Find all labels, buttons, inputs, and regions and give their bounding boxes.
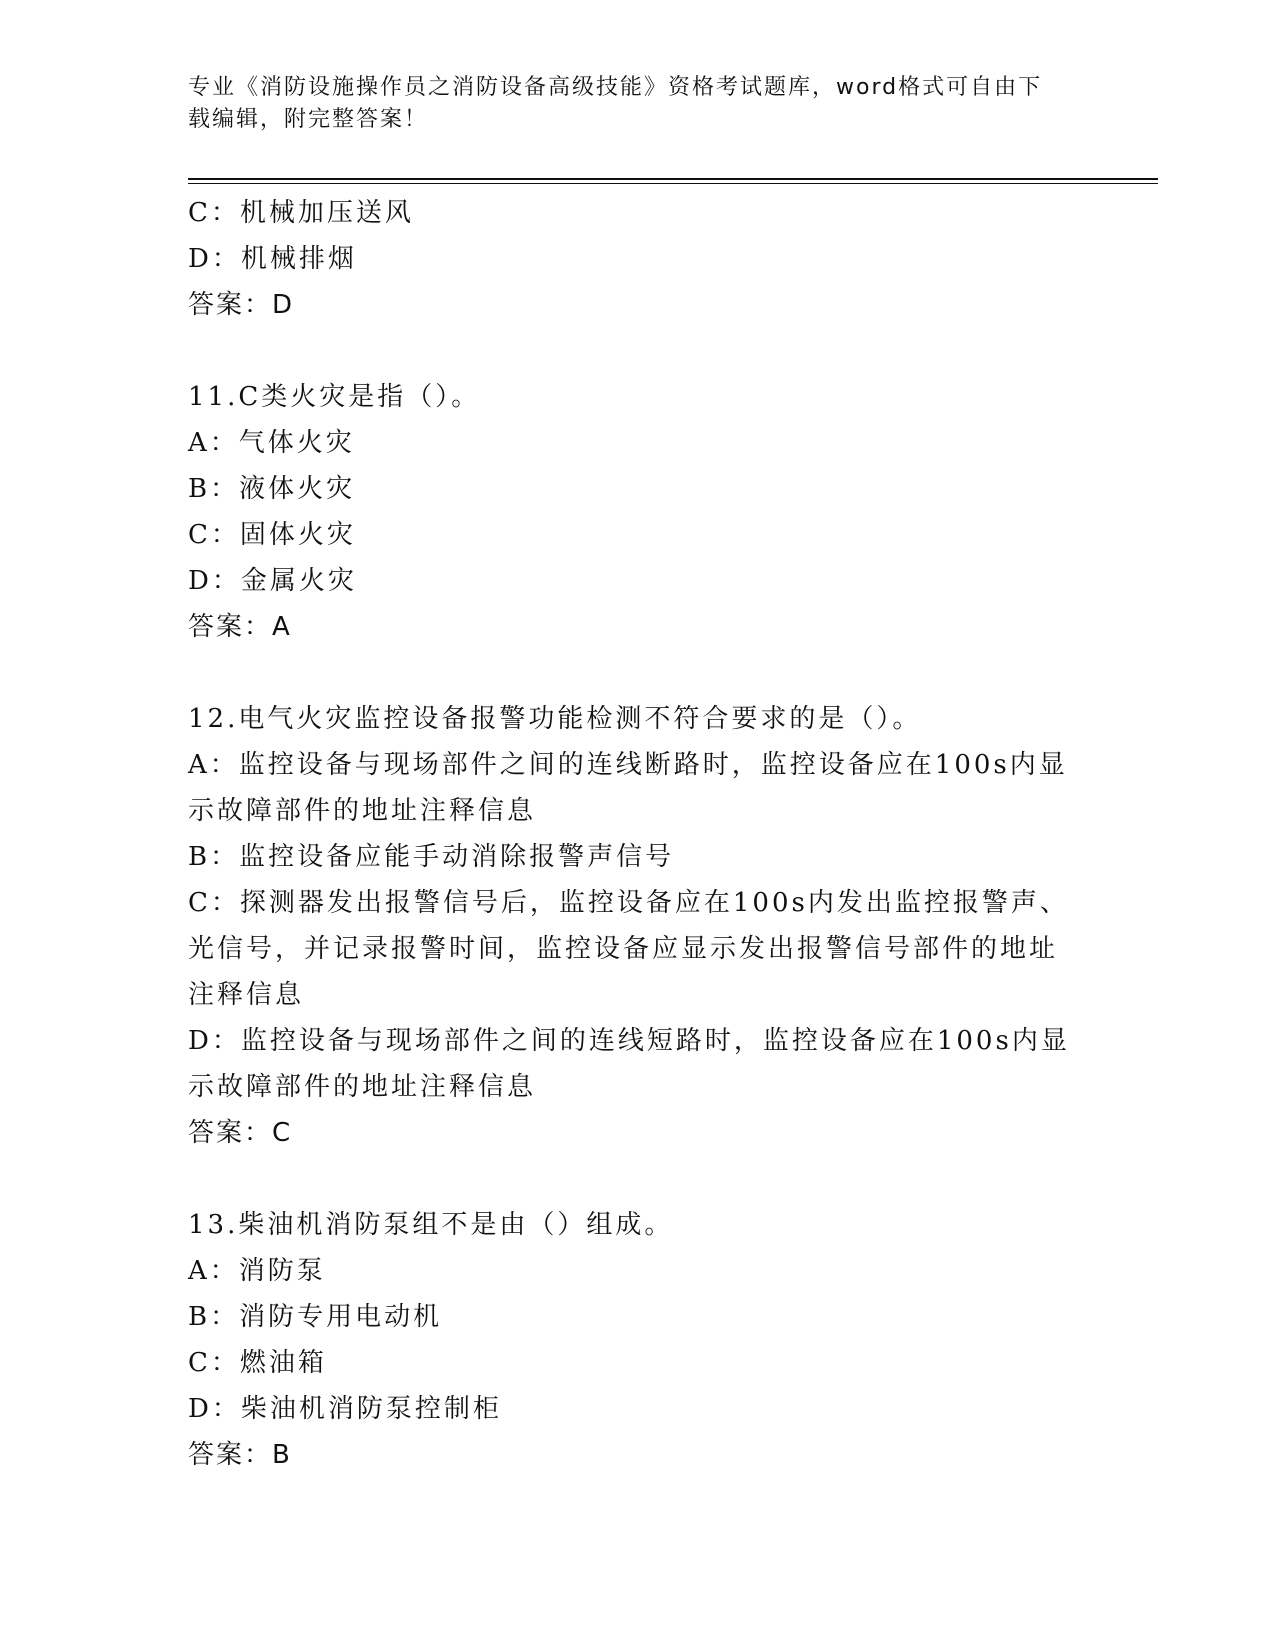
prev-answer: 答案：D — [188, 290, 295, 320]
q12-option-a-line-1: A：监控设备与现场部件之间的连线断路时，监控设备应在100s内显 — [188, 750, 1068, 780]
q11-option-d: D：金属火灾 — [188, 566, 357, 596]
header-rule-thick — [188, 178, 1158, 180]
q11-answer: 答案：A — [188, 612, 292, 642]
q11-option-c: C：固体火灾 — [188, 520, 356, 550]
q13-option-a: A：消防泵 — [188, 1256, 326, 1286]
header-line-2: 载编辑，附完整答案！ — [188, 107, 429, 132]
question-list — [188, 190, 1068, 1478]
q11-stem: 11.C类火灾是指（）。 — [188, 382, 481, 412]
q12-stem: 12.电气火灾监控设备报警功能检测不符合要求的是（）。 — [188, 704, 922, 734]
q12-option-c-line-3: 注释信息 — [188, 980, 305, 1010]
q12-option-b: B：监控设备应能手动消除报警声信号 — [188, 842, 675, 872]
q12-option-a-line-2: 示故障部件的地址注释信息 — [188, 796, 537, 826]
spacer — [188, 650, 1068, 696]
prev-option-d: D：机械排烟 — [188, 244, 357, 274]
prev-option-c: C：机械加压送风 — [188, 198, 414, 228]
q13-option-b: B：消防专用电动机 — [188, 1302, 443, 1332]
document-header — [188, 72, 1068, 136]
q13-answer: 答案：B — [188, 1440, 292, 1470]
q12-answer: 答案：C — [188, 1118, 293, 1148]
q12-option-d-line-1: D：监控设备与现场部件之间的连线短路时，监控设备应在100s内显 — [188, 1026, 1070, 1056]
q13-stem: 13.柴油机消防泵组不是由（）组成。 — [188, 1210, 674, 1240]
q11-option-a: A：气体火灾 — [188, 428, 355, 458]
q12-option-c-line-2: 光信号，并记录报警时间，监控设备应显示发出报警信号部件的地址 — [188, 934, 1059, 964]
q13-option-d: D：柴油机消防泵控制柜 — [188, 1394, 502, 1424]
spacer — [188, 328, 1068, 374]
q12-option-d-line-2: 示故障部件的地址注释信息 — [188, 1072, 537, 1102]
header-rule-thin — [188, 183, 1158, 184]
q13-option-c: C：燃油箱 — [188, 1348, 327, 1378]
q12-option-c-line-1: C：探测器发出报警信号后，监控设备应在100s内发出监控报警声、 — [188, 888, 1069, 918]
q11-option-b: B：液体火灾 — [188, 474, 356, 504]
header-line-1: 专业《消防设施操作员之消防设备高级技能》资格考试题库，word格式可自由下 — [188, 75, 1043, 100]
spacer — [188, 1156, 1068, 1202]
